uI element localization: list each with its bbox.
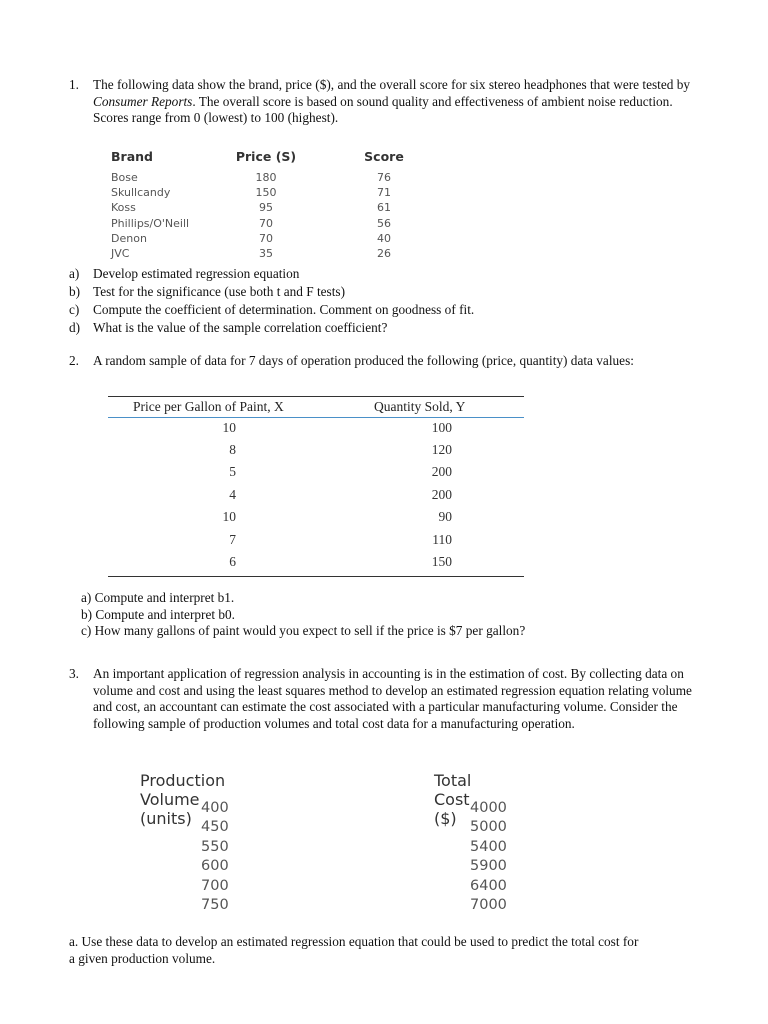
table-cell: Denon [111, 232, 147, 245]
question-text: A random sample of data for 7 days of operation produced the following (price, quantity) data values: [93, 353, 634, 368]
table-cell: JVC [111, 247, 130, 260]
table-cell: 35 [259, 247, 273, 260]
table-cell: 100 [431, 420, 452, 435]
part-text: Compute the coefficient of determination. Comment on goodness of fit. [93, 302, 475, 317]
table-cell: 750 [201, 897, 229, 913]
part-text: What is the value of the sample correlation coefficient? [93, 320, 388, 335]
table-cell: 8 [229, 442, 236, 457]
table-cell: 26 [377, 247, 391, 260]
part-item: c) How many gallons of paint would you expect to sell if the price is $7 per gallon? [81, 623, 526, 638]
table-cell: 5 [229, 464, 236, 479]
table-cell: 450 [201, 819, 229, 835]
table-cell: 76 [377, 171, 391, 184]
question-text-part: The following data show the brand, price ($), and the overall score for six stereo headphones that were tested by [93, 77, 691, 92]
table-cell: 600 [201, 858, 229, 874]
part-text: Test for the significance (use both t and F tests) [93, 284, 346, 299]
question-1 [69, 77, 709, 127]
table-cell: 700 [201, 878, 229, 894]
question-text: An important application of regression analysis in accounting is in the estimation of cost. By collecting data on volume and cost and using the least squares method to develop an estimated regression equation relating volume and cost, an accountant can estimate the cost associated with a particular manufacturing volume. Consider the following sample of production volumes and total cost data for a manufacturing operation. [93, 666, 692, 731]
part-item [69, 266, 709, 284]
table-cell: 180 [255, 171, 277, 184]
table-cell: 90 [438, 509, 452, 524]
question-1-parts [69, 266, 709, 338]
part-label: a) [69, 266, 80, 281]
table-cell: 10 [222, 420, 236, 435]
column-header-price: Price (S) [235, 149, 297, 164]
table-cell: 5000 [470, 819, 507, 835]
question-number: 1. [69, 77, 79, 92]
column-header-score: Score [364, 149, 404, 164]
question-number: 3. [69, 666, 79, 681]
table-rule [108, 417, 524, 418]
table-cell: 70 [259, 232, 273, 245]
table-rule [108, 396, 524, 397]
column-header-price: Price per Gallon of Paint, X [133, 399, 284, 414]
table-cell: 10 [222, 509, 236, 524]
table-cell: 40 [377, 232, 391, 245]
part-item: b) Compute and interpret b0. [81, 606, 235, 622]
column-header-quantity: Quantity Sold, Y [374, 399, 466, 414]
part-label: c) [69, 302, 80, 317]
table-cell: Bose [111, 171, 138, 184]
table-cell: 400 [201, 800, 229, 816]
column-header-cost: Total Cost ($) [434, 771, 472, 828]
table-cell: Skullcandy [111, 186, 171, 199]
table-cell: 6400 [470, 878, 507, 894]
part-item: a) Compute and interpret b1. [81, 590, 235, 605]
question-3 [69, 666, 709, 732]
part-label: b) [69, 284, 81, 299]
table-cell: 70 [259, 217, 273, 230]
part-item [69, 320, 709, 338]
column-header-volume: Production Volume (units) [140, 771, 226, 828]
table-cell: 7000 [470, 897, 507, 913]
table-cell: 56 [377, 217, 391, 230]
question-3-part-a: a. Use these data to develop an estimated regression equation that could be used to predict the total cost for a given production volume. [69, 934, 639, 966]
part-text: Develop estimated regression equation [93, 266, 300, 281]
table-cell: 95 [259, 201, 273, 214]
table-rule [108, 576, 524, 577]
table-cell: 7 [229, 532, 236, 547]
table-cell: 5900 [470, 858, 507, 874]
question-2 [69, 353, 709, 370]
question-2-parts [81, 590, 721, 640]
part-item [69, 302, 709, 320]
table-cell: 110 [432, 532, 452, 547]
question-text [93, 77, 709, 127]
table-cell: 4000 [470, 800, 507, 816]
table-cell: 71 [377, 186, 391, 199]
table-cell: Phillips/O'Neill [111, 217, 190, 230]
table-cell: 4 [229, 487, 236, 502]
table-cell: 550 [201, 839, 229, 855]
table-cell: 5400 [470, 839, 507, 855]
table-cell: 120 [431, 442, 452, 457]
table-cell: 200 [431, 464, 452, 479]
question-number: 2. [69, 353, 79, 368]
part-item [69, 284, 709, 302]
table-cell: 150 [255, 186, 277, 199]
paint-table [108, 396, 524, 577]
question-text-part: . The overall score is based on sound quality and effectiveness of ambient noise reduction. Scores range from 0 (lowest) to 100 (highest). [93, 93, 673, 125]
publication-title: Consumer Reports [93, 93, 193, 109]
table-cell: 61 [377, 201, 391, 214]
table-cell: Koss [111, 201, 136, 214]
table-cell: 200 [431, 487, 452, 502]
part-label: d) [69, 320, 81, 335]
column-header-brand: Brand [111, 149, 153, 164]
table-cell: 6 [229, 554, 236, 569]
table-cell: 150 [431, 554, 452, 569]
